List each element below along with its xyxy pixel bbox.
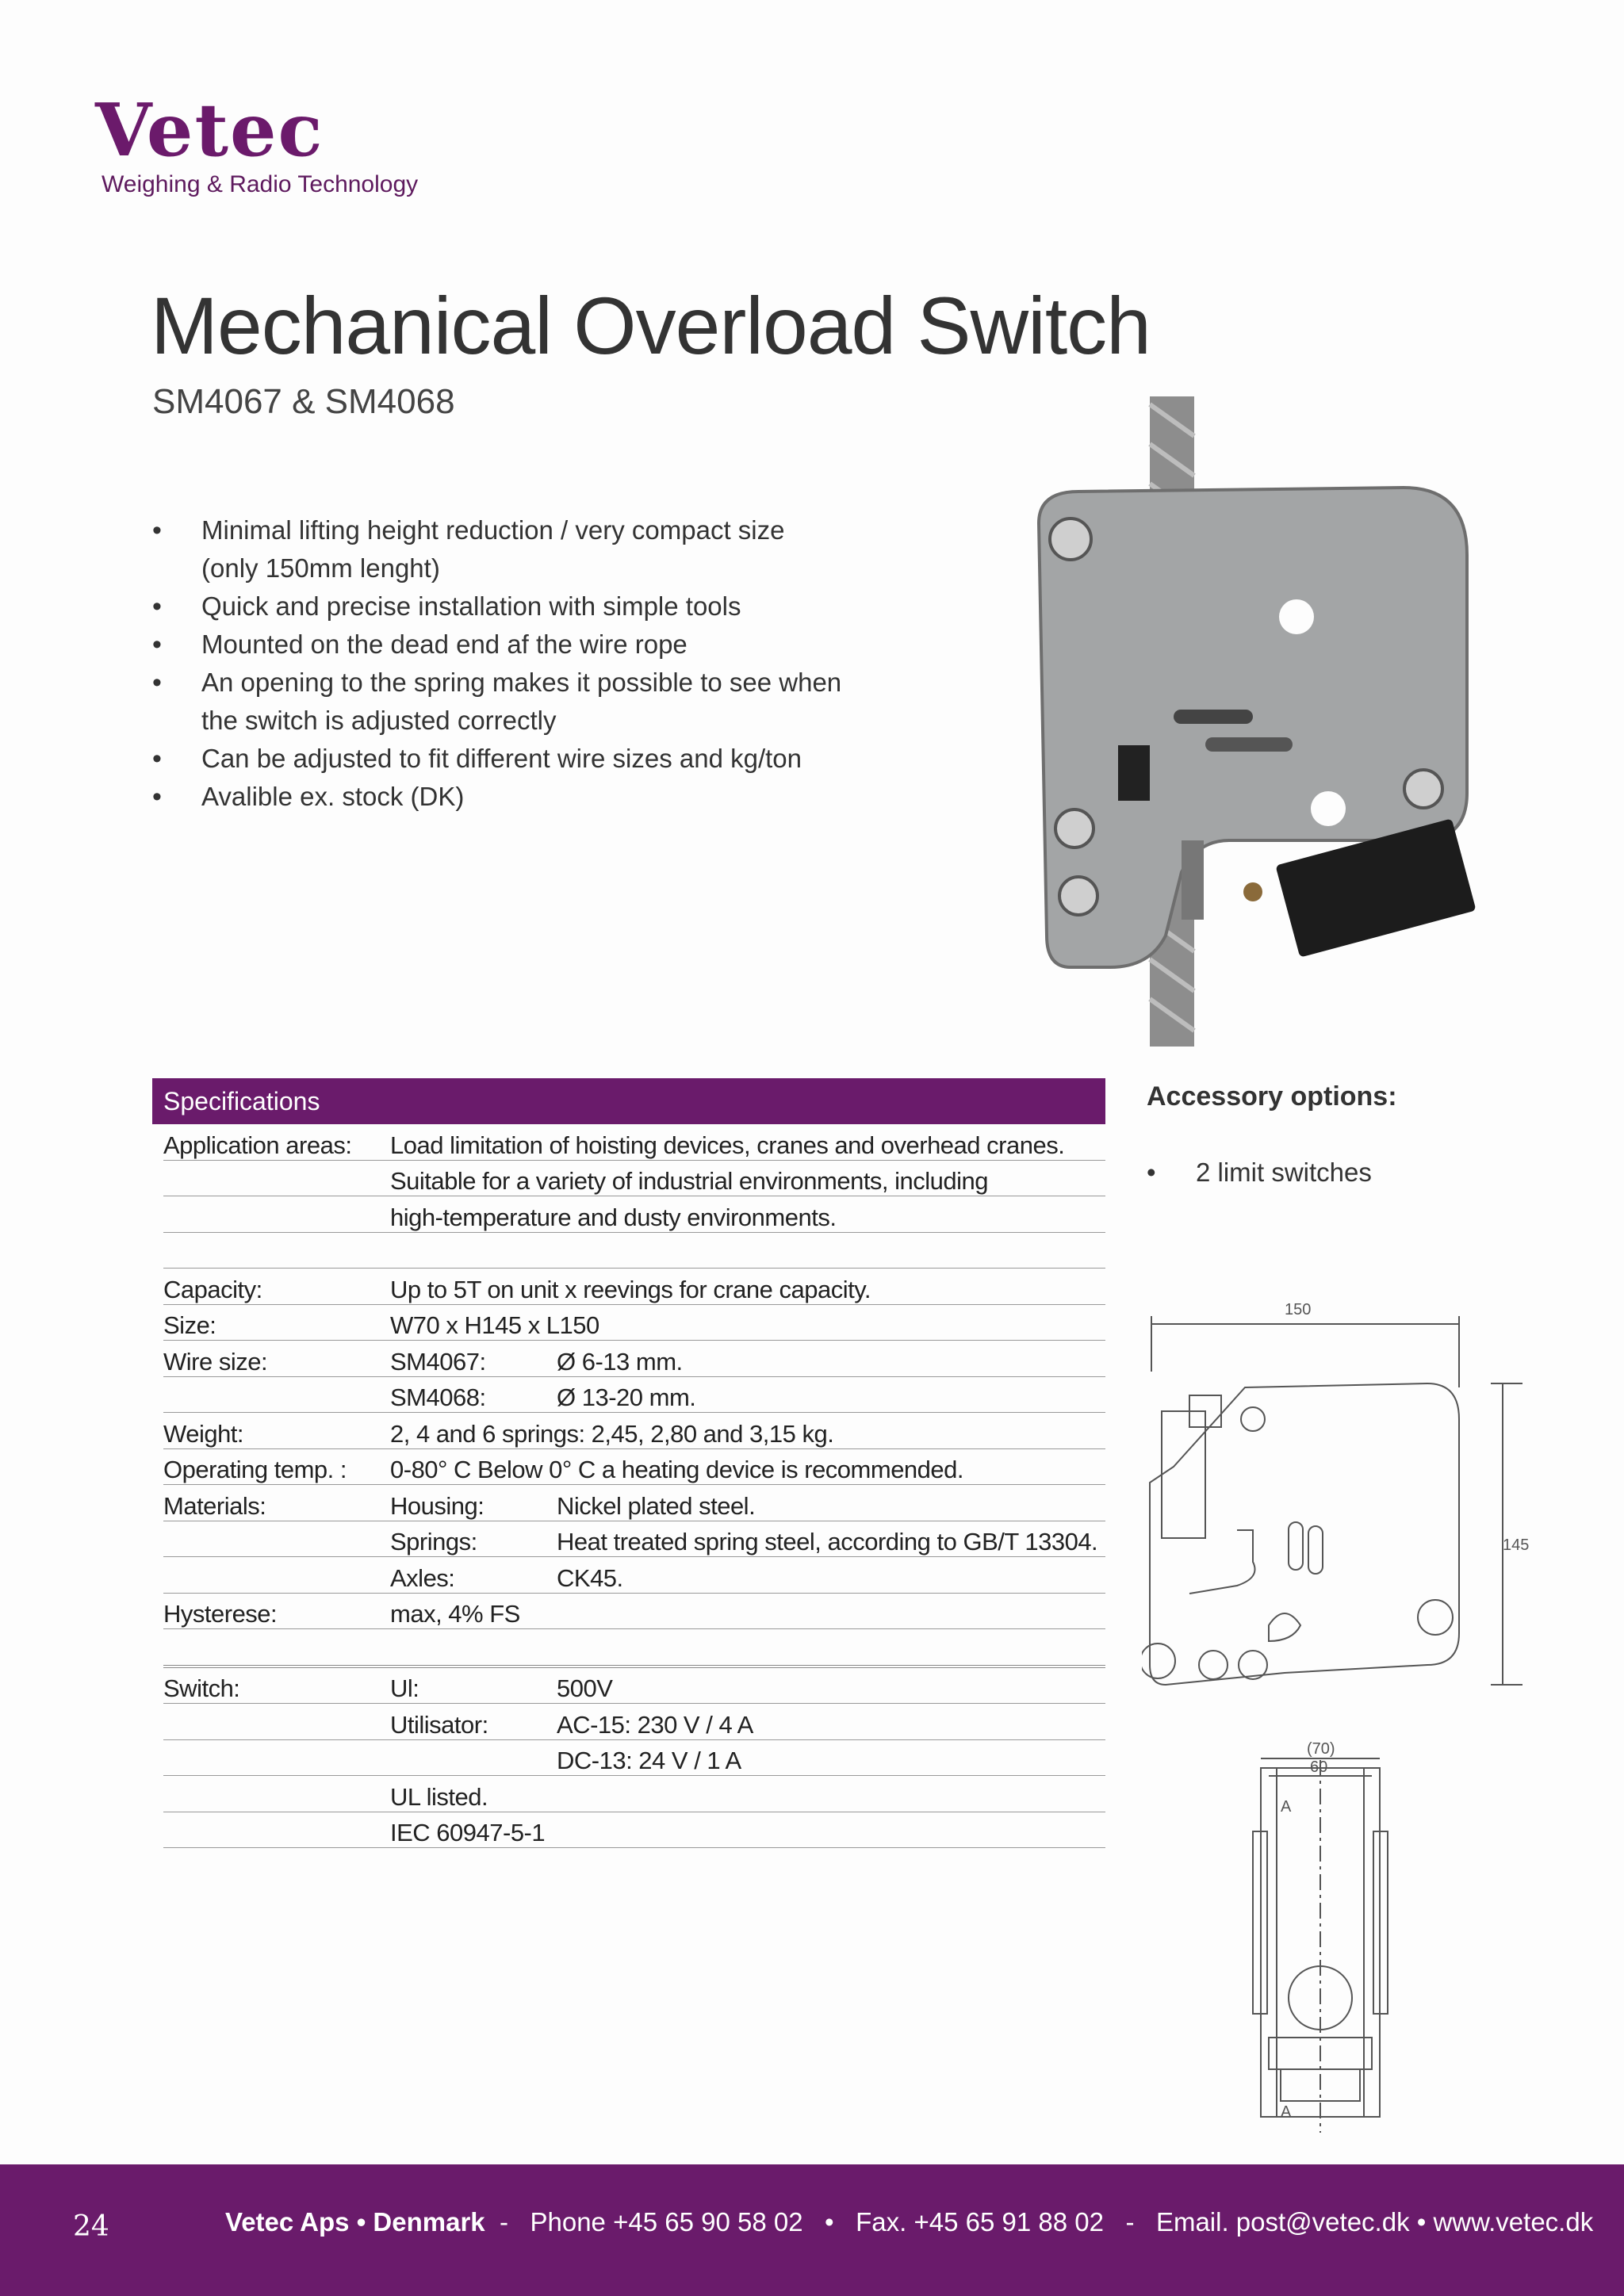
spec-row [163, 1232, 1105, 1269]
product-photo [1023, 396, 1483, 1047]
spec-sublabel: SM4067: [390, 1341, 557, 1377]
spec-sublabel: Utilisator: [390, 1704, 557, 1740]
end-view-drawing [1245, 1736, 1404, 2141]
section-label-top: A [1281, 1798, 1292, 1816]
spec-label [163, 1629, 390, 1667]
feature-item: • Avalible ex. stock (DK) [152, 778, 945, 816]
accessory-list [1147, 1158, 1372, 1188]
spec-label [163, 1776, 390, 1812]
feature-list [152, 511, 945, 816]
vetec-logo [95, 87, 419, 198]
spec-label: Weight: [163, 1413, 390, 1449]
spec-rows [163, 1124, 1105, 1848]
spec-value: 2, 4 and 6 springs: 2,45, 2,80 and 3,15 kg. [390, 1413, 1105, 1449]
spec-label: Hysterese: [163, 1593, 390, 1629]
spec-value: Nickel plated steel. [557, 1485, 1105, 1521]
spec-value [390, 1629, 1105, 1667]
spec-row [163, 1776, 1105, 1812]
spec-row [163, 1812, 1105, 1848]
section-label-bottom: A [1281, 2103, 1292, 2121]
footer-contact-details: - Phone +45 65 90 58 02 • Fax. +45 65 91 88 02 - Email. post@vetec.dk • www.vetec.dk [485, 2207, 1594, 2237]
dimension-height: 145 [1503, 1536, 1530, 1554]
spec-row [163, 1341, 1105, 1377]
spec-value: max, 4% FS [390, 1593, 1105, 1629]
feature-item: • Mounted on the dead end af the wire rope [152, 626, 945, 664]
spec-value: Ø 6-13 mm. [557, 1341, 1105, 1377]
feature-item: • Can be adjusted to fit different wire sizes and kg/ton [152, 740, 945, 778]
spec-label [163, 1196, 390, 1233]
spec-row [163, 1124, 1105, 1160]
spec-value: W70 x H145 x L150 [390, 1304, 1105, 1341]
page-number: 24 [73, 2210, 109, 2243]
spec-row [163, 1521, 1105, 1557]
spec-row [163, 1448, 1105, 1485]
spec-label [163, 1521, 390, 1557]
dimension-width-inner: 60 [1310, 1758, 1328, 1776]
spec-label: Wire size: [163, 1341, 390, 1377]
footer-company: Vetec Aps • Denmark [225, 2207, 485, 2237]
footer-contact [225, 2207, 1593, 2237]
spec-sublabel [390, 1739, 557, 1776]
spec-row [163, 1704, 1105, 1740]
spec-label [163, 1160, 390, 1196]
spec-label [163, 1557, 390, 1594]
spec-row [163, 1376, 1105, 1413]
feature-item-continuation: (only 150mm lenght) [201, 553, 440, 583]
feature-item: • Minimal lifting height reduction / very compact size [152, 511, 945, 549]
spec-label: Materials: [163, 1485, 390, 1521]
spec-sublabel: Ul: [390, 1667, 557, 1704]
spec-label [163, 1704, 390, 1740]
spec-label: Size: [163, 1304, 390, 1341]
spec-label [163, 1812, 390, 1848]
page-footer [0, 2164, 1624, 2296]
spec-label [163, 1376, 390, 1413]
spec-value: Up to 5T on unit x reevings for crane capacity. [390, 1269, 1105, 1305]
spec-row [163, 1160, 1105, 1196]
spec-sublabel: Springs: [390, 1521, 557, 1557]
spec-row [163, 1593, 1105, 1629]
logo-tagline: Weighing & Radio Technology [102, 171, 419, 197]
spec-value: 500V [557, 1667, 1105, 1704]
spec-value: Load limitation of hoisting devices, cranes and overhead cranes. [390, 1124, 1105, 1160]
specifications-table [152, 1078, 1105, 1848]
feature-item: • An opening to the spring makes it possible to see when [152, 664, 945, 702]
spec-value: AC-15: 230 V / 4 A [557, 1704, 1105, 1740]
spec-value [390, 1232, 1105, 1269]
spec-label: Application areas: [163, 1124, 390, 1160]
spec-label [163, 1739, 390, 1776]
spec-row [163, 1269, 1105, 1305]
spec-row [163, 1739, 1105, 1776]
page-title: Mechanical Overload Switch [151, 281, 1151, 371]
spec-sublabel: SM4068: [390, 1376, 557, 1413]
spec-label: Operating temp. : [163, 1448, 390, 1485]
spec-row [163, 1557, 1105, 1594]
spec-label: Capacity: [163, 1269, 390, 1305]
spec-value: CK45. [557, 1557, 1105, 1594]
spec-value: Suitable for a variety of industrial environments, including [390, 1160, 1105, 1196]
spec-label: Switch: [163, 1667, 390, 1704]
spec-row [163, 1667, 1105, 1704]
feature-item: • Quick and precise installation with simple tools [152, 587, 945, 626]
accessory-item: • 2 limit switches [1147, 1158, 1372, 1188]
spec-value: IEC 60947-5-1 [390, 1812, 1105, 1848]
logo-wordmark: Vetec [95, 87, 324, 173]
spec-sublabel: Axles: [390, 1557, 557, 1594]
spec-value: 0-80° C Below 0° C a heating device is recommended. [390, 1448, 1105, 1485]
page-subtitle: SM4067 & SM4068 [152, 382, 455, 421]
dimension-length: 150 [1285, 1301, 1312, 1318]
feature-item-continuation: the switch is adjusted correctly [201, 706, 557, 735]
accessory-title: Accessory options: [1147, 1081, 1397, 1112]
side-view-drawing [1142, 1292, 1546, 1689]
spec-sublabel: Housing: [390, 1485, 557, 1521]
spec-value: Heat treated spring steel, according to GB/T 13304. [557, 1521, 1105, 1557]
spec-label [163, 1232, 390, 1269]
spec-value: Ø 13-20 mm. [557, 1376, 1105, 1413]
spec-row [163, 1304, 1105, 1341]
spec-value: high-temperature and dusty environments. [390, 1196, 1105, 1233]
spec-row [163, 1196, 1105, 1233]
dimension-width-outer: (70) [1307, 1740, 1335, 1758]
spec-row [163, 1485, 1105, 1521]
spec-value: DC-13: 24 V / 1 A [557, 1739, 1105, 1776]
specifications-header: Specifications [152, 1078, 1105, 1124]
spec-value: UL listed. [390, 1776, 1105, 1812]
spec-row [163, 1413, 1105, 1449]
spec-row [163, 1629, 1105, 1667]
